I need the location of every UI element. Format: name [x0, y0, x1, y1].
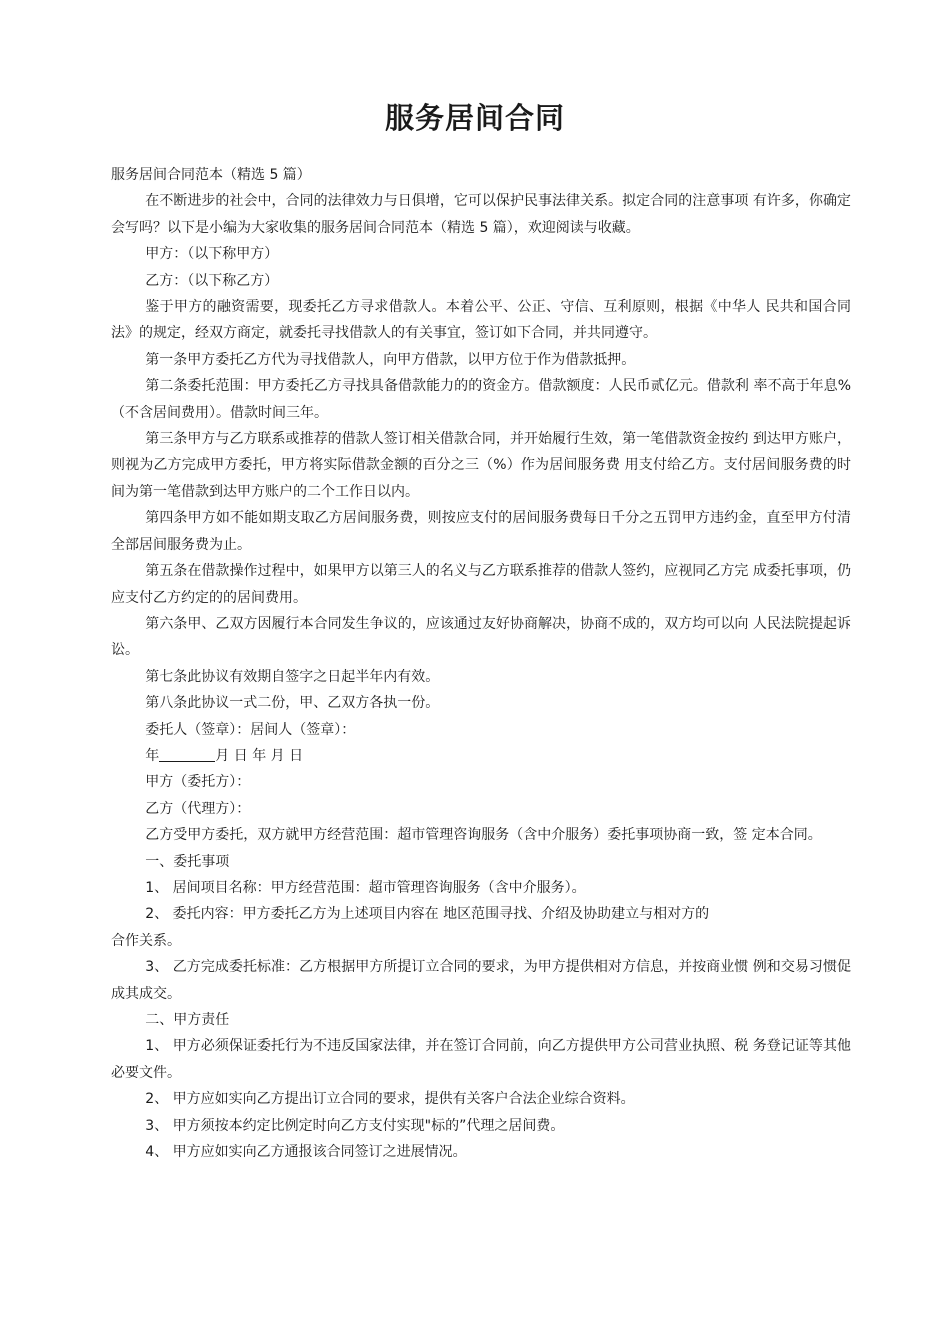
paragraph: 第八条此协议一式二份，甲、乙双方各执一份。 [145, 695, 440, 712]
paragraph: 第五条在借款操作过程中，如果甲方以第三人的名义与乙方联系推荐的借款人签约，应视同乙方完 成委托事项，仍应支付乙方约定的的居间费用。 [111, 563, 851, 606]
paragraph: 乙方（代理方）： [145, 800, 251, 817]
paragraph: 鉴于甲方的融资需要，现委托乙方寻求借款人。本着公平、公正、守信、互利原则，根据《中华人 民共和国合同法》的规定，经双方商定，就委托寻找借款人的有关事宜，签订如下合同，并共同遵守。 [111, 299, 851, 342]
list-item: 2、 甲方应如实向乙方提出订立合同的要求，提供有关客户合法企业综合资料。 [145, 1091, 635, 1108]
blank-underline [159, 747, 215, 762]
paragraph: 第二条委托范围：甲方委托乙方寻找具备借款能力的的资金方。借款额度：人民币贰亿元。借款利 率不高于年息%（不含居间费用）。借款时间三年。 [111, 378, 851, 421]
list-item: 2、 委托内容：甲方委托乙方为上述项目内容在 地区范围寻找、介绍及协助建立与相对方的 [145, 906, 710, 923]
document-title: 服务居间合同 [384, 101, 565, 135]
paragraph: 在不断进步的社会中，合同的法律效力与日俱增，它可以保护民事法律关系。拟定合同的注意事项 有许多，你确定会写吗？以下是小编为大家收集的服务居间合同范本（精选 5 篇），欢迎阅读与收藏。 [111, 193, 851, 236]
section-heading: 二、甲方责任 [145, 1012, 230, 1028]
paragraph: 甲方：（以下称甲方） [145, 246, 279, 263]
paragraph-continuation: 合作关系。 [111, 932, 181, 949]
paragraph: 第四条甲方如不能如期支取乙方居间服务费，则按应支付的居间服务费每日千分之五罚甲方违约金，直至甲方付清全部居间服务费为止。 [111, 510, 851, 553]
list-item: 3、 甲方须按本约定比例定时向乙方支付实现"标的”代理之居间费。 [145, 1117, 565, 1134]
paragraph: 委托人（签章）：居间人（签章）： [145, 721, 356, 738]
paragraph: 甲方（委托方）： [145, 774, 251, 791]
list-item: 3、 乙方完成委托标准：乙方根据甲方所提订立合同的要求，为甲方提供相对方信息，并按商业惯 例和交易习惯促成其成交。 [111, 959, 851, 1002]
list-item: 1、 居间项目名称：甲方经营范围：超市管理咨询服务（含中介服务）。 [145, 879, 586, 896]
paragraph: 第一条甲方委托乙方代为寻找借款人，向甲方借款，以甲方位于作为借款抵押。 [145, 351, 636, 368]
date-line [111, 743, 851, 769]
date-line-prefix: 年 [145, 747, 160, 764]
paragraph: 第七条此协议有效期自签字之日起半年内有效。 [145, 668, 440, 685]
document-body [111, 162, 851, 1165]
paragraph: 第三条甲方与乙方联系或推荐的借款人签订相关借款合同，并开始履行生效，第一笔借款资金按约 到达甲方账户，则视为乙方完成甲方委托，甲方将实际借款金额的百分之三（%）作为居间服务费 用支付给乙方。支付居间服务费的时间为第一笔借款到达甲方账户的二个工作日以内。 [111, 431, 851, 500]
list-item: 4、 甲方应如实向乙方通报该合同签订之进展情况。 [145, 1144, 467, 1161]
paragraph: 乙方受甲方委托，双方就甲方经营范围：超市管理咨询服务（含中介服务）委托事项协商一致，签 定本合同。 [145, 827, 822, 844]
date-line-suffix: 月 日 年 月 日 [215, 747, 304, 764]
paragraph: 第六条甲、乙双方因履行本合同发生争议的，应该通过友好协商解决，协商不成的，双方均可以向 人民法院提起诉讼。 [111, 615, 851, 659]
paragraph: 乙方：（以下称乙方） [145, 272, 279, 289]
document-subtitle: 服务居间合同范本（精选 5 篇） [111, 167, 311, 183]
list-item: 1、 甲方必须保证委托行为不违反国家法律，并在签订合同前，向乙方提供甲方公司营业执照、税 务登记证等其他必要文件。 [111, 1038, 851, 1081]
section-heading: 一、委托事项 [145, 853, 230, 870]
